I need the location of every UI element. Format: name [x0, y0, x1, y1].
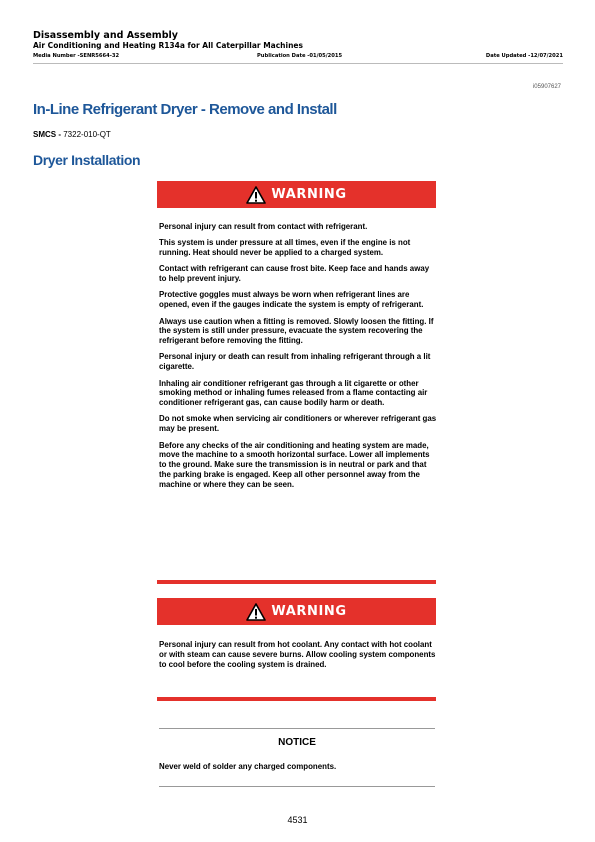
page-number: 4531 — [287, 815, 308, 825]
date-updated: Date Updated -12/07/2021 — [485, 53, 563, 59]
page-title: In-Line Refrigerant Dryer - Remove and Install — [33, 101, 337, 118]
smcs-value: 7322-010-QT — [63, 130, 111, 139]
warning-end-rule — [157, 580, 436, 584]
warning-paragraph: Contact with refrigerant can cause frost bite. Keep face and hands away to help prevent injury. — [159, 264, 430, 284]
warning-paragraph: Inhaling air conditioner refrigerant gas through a lit cigarette or other smoking method or inhaling fumes released from a flame contacting air conditioner refrigerant gas, can cause bodily harm or death. — [159, 378, 428, 408]
header-meta — [33, 53, 563, 62]
warning-label: WARNING — [271, 187, 347, 202]
smcs-label: SMCS - — [33, 130, 61, 139]
header-subtitle: Air Conditioning and Heating R134a for All Caterpillar Machines — [33, 41, 303, 50]
warning-banner — [157, 181, 436, 208]
warning-paragraph: Personal injury can result from hot coolant. Any contact with hot coolant or with steam can cause severe burns. Allow cooling system components to cool before the cooling system is drained. — [159, 640, 436, 669]
warning-text — [159, 640, 437, 676]
document-header — [33, 30, 563, 62]
notice-top-rule — [159, 728, 435, 729]
warning-label: WARNING — [271, 604, 347, 619]
warning-banner — [157, 598, 436, 625]
notice-bottom-rule — [159, 786, 435, 787]
smcs-code — [33, 130, 111, 139]
header-title: Disassembly and Assembly — [33, 30, 178, 41]
media-number: Media Number -SENR5664-32 — [33, 53, 120, 59]
warning-text — [159, 222, 437, 496]
warning-paragraph: Personal injury or death can result from inhaling refrigerant through a lit cigarette. — [159, 352, 431, 372]
warning-paragraph: Protective goggles must always be worn when refrigerant lines are opened, even if the gauges indicate the system is empty of refrigerant. — [159, 290, 424, 310]
warning-triangle-icon — [246, 186, 266, 204]
document-id: i05907627 — [532, 84, 561, 90]
warning-paragraph: Before any checks of the air conditioning and heating system are made, move the machine to a smooth horizontal surface. Lower all implements to the ground. Make sure the transmission is in neutral or park and that the parking brake is engaged. Keep all other personnel away from the machine or where they can be seen. — [159, 440, 430, 489]
publication-date: Publication Date -01/05/2015 — [257, 53, 343, 59]
header-divider — [33, 63, 563, 64]
warning-end-rule — [157, 697, 436, 701]
warning-triangle-icon — [246, 603, 266, 621]
warning-paragraph: Always use caution when a fitting is removed. Slowly loosen the fitting. If the system is still under pressure, evacuate the system recovering the refrigerant before removing the fitting. — [159, 316, 434, 346]
warning-paragraph: This system is under pressure at all times, even if the engine is not running. Heat should never be applied to a charged system. — [159, 238, 411, 258]
notice-heading: NOTICE — [278, 737, 316, 748]
notice-text: Never weld of solder any charged components. — [159, 762, 337, 771]
warning-paragraph: Do not smoke when servicing air conditioners or wherever refrigerant gas may be present. — [159, 414, 437, 434]
warning-paragraph: Personal injury can result from contact with refrigerant. — [159, 222, 368, 231]
section-title: Dryer Installation — [33, 152, 141, 168]
